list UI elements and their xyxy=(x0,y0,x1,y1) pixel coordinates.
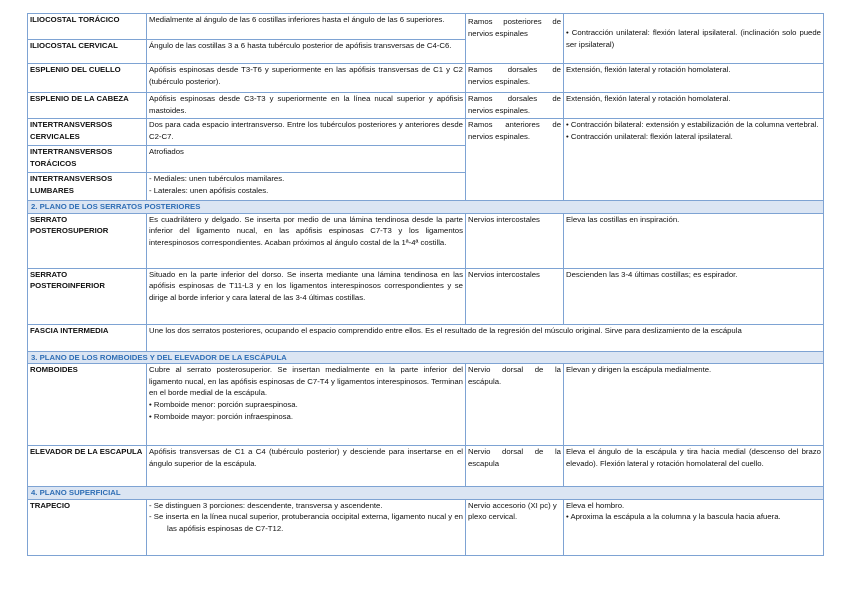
action-cell xyxy=(564,119,824,201)
insertion-cell: Ángulo de las costillas 3 a 6 hasta tubérculo posterior de apófisis transversas de C4-C6. xyxy=(147,40,466,64)
action-cell xyxy=(564,499,824,555)
muscle-name: INTERTRANSVERSOS CERVICALES xyxy=(28,119,147,146)
muscle-name: ESPLENIO DEL CUELLO xyxy=(28,64,147,93)
section-title: 3. PLANO DE LOS ROMBOIDES Y DEL ELEVADOR DE LA ESCÁPULA xyxy=(28,351,824,364)
section-header xyxy=(28,351,824,364)
section-title: 4. PLANO SUPERFICIAL xyxy=(28,487,824,500)
muscle-name: TRAPECIO xyxy=(28,499,147,555)
innervation-cell: Nervio dorsal de la escápula. xyxy=(466,364,564,446)
muscle-name: ILIOCOSTAL TORÁCICO xyxy=(28,14,147,40)
action-cell: Extensión, flexión lateral y rotación homolateral. xyxy=(564,64,824,93)
section-header xyxy=(28,201,824,214)
insertion-cell: Dos para cada espacio intertransverso. Entre los tubérculos posteriores y anteriores desde C2-C7. xyxy=(147,119,466,146)
innervation-cell: Nervio accesorio (XI pc) y plexo cervical. xyxy=(466,499,564,555)
table-row xyxy=(28,499,824,555)
insertion-cell xyxy=(147,499,466,555)
insertion-cell: Situado en la parte inferior del dorso. Se inserta mediante una lámina tendinosa en las apófisis espinosas de T11-L3 y en los ligamentos interespinosos correspondientes y se dirige al borde inferior y cara lateral de las 3-4 últimas costillas. xyxy=(147,268,466,324)
muscle-table xyxy=(27,13,824,556)
muscle-name: ILIOCOSTAL CERVICAL xyxy=(28,40,147,64)
insertion-dash-item: - Se inserta en la línea nucal superior, protuberancia occipital externa, ligamento nucal y en las apófisis espinosas de C7-T12. xyxy=(149,512,463,533)
table-row xyxy=(28,14,824,40)
table-row xyxy=(28,213,824,268)
action-cell: Descienden las 3-4 últimas costillas; es espirador. xyxy=(564,268,824,324)
innervation-cell: Ramos dorsales de nervios espinales. xyxy=(466,64,564,93)
insertion-cell: Apófisis espinosas desde T3-T6 y superiormente en las apófisis transversas de C1 y C2 (tubérculo posterior). xyxy=(147,64,466,93)
muscle-name: ESPLENIO DE LA CABEZA xyxy=(28,93,147,119)
muscle-name: ROMBOIDES xyxy=(28,364,147,446)
insertion-line: - Mediales: unen tubérculos mamilares. xyxy=(149,174,285,183)
action-bullet: • Contracción unilateral: flexión lateral ipsilateral. xyxy=(566,131,733,141)
action-cell: Extensión, flexión lateral y rotación homolateral. xyxy=(564,93,824,119)
section-title: 2. PLANO DE LOS SERRATOS POSTERIORES xyxy=(28,201,824,214)
table-row xyxy=(28,119,824,146)
insertion-cell xyxy=(147,364,466,446)
muscle-name: INTERTRANSVERSOS TORÁCICOS xyxy=(28,146,147,173)
insertion-line: - Laterales: unen apófisis costales. xyxy=(149,185,269,195)
muscle-name: SERRATO POSTEROINFERIOR xyxy=(28,268,147,324)
muscle-name: FASCIA INTERMEDIA xyxy=(28,324,147,351)
action-cell: • Contracción unilateral: flexión lateral ipsilateral. (inclinación solo puede ser ipsilateral) xyxy=(564,14,824,64)
insertion-cell: Apófisis transversas de C1 a C4 (tubérculo posterior) y desciende para insertarse en el ángulo superior de la escápula. xyxy=(147,446,466,487)
action-cell: Elevan y dirigen la escápula medialmente. xyxy=(564,364,824,446)
insertion-cell: Apófisis espinosas desde C3-T3 y superiormente en la línea nucal superior y apófisis mastoides. xyxy=(147,93,466,119)
table-row xyxy=(28,324,824,351)
table-row xyxy=(28,93,824,119)
table-row xyxy=(28,268,824,324)
action-bullet: • Aproxima la escápula a la columna y la bascula hacia afuera. xyxy=(566,512,781,522)
muscle-name-text: ELEVADOR DE LA ESCAPULA xyxy=(30,447,143,457)
innervation-cell: Ramos posteriores de nervios espinales xyxy=(466,14,564,64)
insertion-dash-item: - Se distinguen 3 porciones: descendente, transversa y ascendente. xyxy=(149,500,383,510)
action-cell: Eleva el ángulo de la escápula y tira hacia medial (descenso del brazo elevado). Flexión lateral y rotación homolateral del cuello. xyxy=(564,446,824,487)
insertion-bullet: • Romboide mayor: porción infraespinosa. xyxy=(149,411,294,421)
action-cell: Eleva las costillas en inspiración. xyxy=(564,213,824,268)
action-bullet: • Contracción bilateral: extensión y estabilización de la columna vertebral. xyxy=(566,120,819,129)
insertion-cell: Atrofiados xyxy=(147,146,466,173)
innervation-cell: Ramos dorsales de nervios espinales. xyxy=(466,93,564,119)
insertion-cell: Es cuadrilátero y delgado. Se inserta por medio de una lámina tendinosa desde la parte inferior del ligamento nucal, en las apófisis espinosas C7-T3 y los ligamentos interespinosos correspondientes. Acaban próximos al ángulo costal de la 1ª-4ª costilla. xyxy=(147,213,466,268)
table-row xyxy=(28,446,824,487)
innervation-cell: Nervio dorsal de la escapula xyxy=(466,446,564,487)
innervation-cell: Nervios intercostales xyxy=(466,268,564,324)
action-text: Eleva el hombro. xyxy=(566,500,625,510)
section-header xyxy=(28,487,824,500)
fascia-description: Une los dos serratos posteriores, ocupando el espacio comprendido entre ellos. Es el resultado de la regresión del músculo original. Sirve para deslizamiento de la escápula xyxy=(147,324,824,351)
insertion-cell: Medialmente al ángulo de las 6 costillas inferiores hasta el ángulo de las 6 superiores. xyxy=(147,14,466,40)
insertion-cell xyxy=(147,173,466,201)
muscle-name: INTERTRANSVERSOS LUMBARES xyxy=(28,173,147,201)
insertion-bullet: • Romboide menor: porción supraespinosa. xyxy=(149,399,298,409)
table-row xyxy=(28,64,824,93)
insertion-text: Cubre al serrato posterosuperior. Se insertan medialmente en la parte inferior del ligamento nucal, en las apófisis espinosas de C7-T4 y ligamentos interespinosos. Terminan en el borde medial de la escápula. xyxy=(149,365,463,398)
innervation-cell: Ramos anteriores de nervios espinales. xyxy=(466,119,564,201)
muscle-name xyxy=(28,446,147,487)
innervation-cell: Nervios intercostales xyxy=(466,213,564,268)
muscle-name: SERRATO POSTEROSUPERIOR xyxy=(28,213,147,268)
table-row xyxy=(28,364,824,446)
